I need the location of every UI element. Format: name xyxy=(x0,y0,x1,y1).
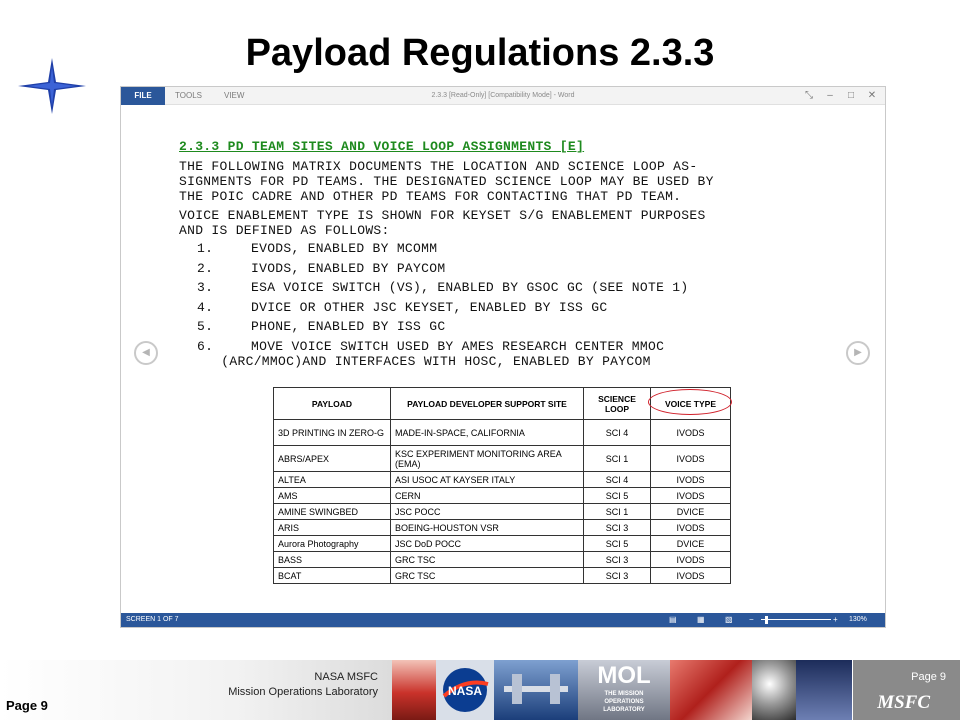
cell-support-site: JSC DoD POCC xyxy=(391,536,584,552)
maximize-icon[interactable]: □ xyxy=(847,90,855,101)
cell-payload: ARIS xyxy=(274,520,391,536)
cell-support-site: CERN xyxy=(391,488,584,504)
menu-file[interactable]: FILE xyxy=(121,87,165,105)
cell-payload: BASS xyxy=(274,552,391,568)
cell-payload: Aurora Photography xyxy=(274,536,391,552)
table-row xyxy=(274,520,731,536)
cell-voice-type: IVODS xyxy=(651,520,731,536)
next-screen-button[interactable] xyxy=(846,341,870,365)
header-science-loop: SCIENCE LOOP xyxy=(584,388,651,420)
svg-text:NASA: NASA xyxy=(447,684,483,698)
cell-science-loop: SCI 4 xyxy=(584,472,651,488)
payload-table-container xyxy=(273,387,731,584)
nasa-logo-tile xyxy=(436,660,494,720)
print-layout-icon[interactable]: ▦ xyxy=(697,615,705,624)
footer-organization xyxy=(150,670,378,700)
table-row xyxy=(274,488,731,504)
enablement-paragraph: VOICE ENABLEMENT TYPE IS SHOWN FOR KEYSET S/G ENABLEMENT PURPOSES AND IS DEFINED AS FOLLOWS: xyxy=(179,208,706,238)
list-item: 3. ESA VOICE SWITCH (VS), ENABLED BY GSOC GC (SEE NOTE 1) xyxy=(197,280,689,295)
mol-logo-tile xyxy=(578,660,670,720)
footer-org-line1: NASA MSFC xyxy=(314,671,378,683)
table-row xyxy=(274,446,731,472)
cell-support-site: BOEING-HOUSTON VSR xyxy=(391,520,584,536)
header-payload: PAYLOAD xyxy=(274,388,391,420)
cell-payload: AMINE SWINGBED xyxy=(274,504,391,520)
table-row xyxy=(274,552,731,568)
footer-page-number-left: Page 9 xyxy=(6,698,48,713)
cell-voice-type: IVODS xyxy=(651,552,731,568)
menu-tools[interactable]: TOOLS xyxy=(175,91,202,100)
cell-voice-type: IVODS xyxy=(651,446,731,472)
moon-image xyxy=(752,660,796,720)
read-mode-icon[interactable]: ▤ xyxy=(669,615,677,624)
control-room-image xyxy=(670,660,752,720)
cell-support-site: ASI USOC AT KAYSER ITALY xyxy=(391,472,584,488)
table-row xyxy=(274,536,731,552)
nasa-meatball-icon xyxy=(436,660,494,720)
web-layout-icon[interactable]: ▧ xyxy=(725,615,733,624)
voice-type-highlight-circle xyxy=(648,389,732,415)
cell-science-loop: SCI 4 xyxy=(584,420,651,446)
cell-voice-type: IVODS xyxy=(651,420,731,446)
word-window xyxy=(120,86,886,628)
chevron-right-icon: ▶ xyxy=(854,347,862,358)
footer-page-number-right: Page 9 xyxy=(911,671,946,683)
payload-table xyxy=(273,387,731,584)
status-bar xyxy=(121,613,885,627)
section-heading: 2.3.3 PD TEAM SITES AND VOICE LOOP ASSIGNMENTS [E] xyxy=(179,139,585,154)
cell-payload: BCAT xyxy=(274,568,391,584)
cell-science-loop: SCI 1 xyxy=(584,504,651,520)
list-item: 5. PHONE, ENABLED BY ISS GC xyxy=(197,319,446,334)
cell-science-loop: SCI 5 xyxy=(584,536,651,552)
slide-footer xyxy=(0,660,960,720)
zoom-level[interactable]: 130% xyxy=(849,616,867,623)
cell-voice-type: IVODS xyxy=(651,488,731,504)
cell-support-site: MADE-IN-SPACE, CALIFORNIA xyxy=(391,420,584,446)
chevron-left-icon: ◀ xyxy=(142,347,150,358)
ribbon xyxy=(121,87,885,105)
footer-right-panel xyxy=(853,660,960,720)
header-voice-type: VOICE TYPE xyxy=(651,388,731,420)
zoom-slider-thumb[interactable] xyxy=(765,616,768,624)
menu-view[interactable]: VIEW xyxy=(224,91,245,100)
list-item: 4. DVICE OR OTHER JSC KEYSET, ENABLED BY ISS GC xyxy=(197,300,608,315)
cell-support-site: JSC POCC xyxy=(391,504,584,520)
mol-logo-text: MOL xyxy=(597,662,651,689)
cell-science-loop: SCI 3 xyxy=(584,520,651,536)
cell-science-loop: SCI 1 xyxy=(584,446,651,472)
zoom-in-icon[interactable]: + xyxy=(833,615,838,624)
screen-counter: SCREEN 1 OF 7 xyxy=(126,616,179,623)
slide-title: Payload Regulations 2.3.3 xyxy=(245,32,715,74)
previous-screen-button[interactable] xyxy=(134,341,158,365)
cell-payload: AMS xyxy=(274,488,391,504)
msfc-logo-text: MSFC xyxy=(877,692,930,713)
list-item: 6. MOVE VOICE SWITCH USED BY AMES RESEARCH CENTER MMOC (ARC/MMOC)AND INTERFACES WITH HOSC, ENABLED BY PAYCOM xyxy=(197,339,665,369)
station-icon xyxy=(494,660,578,720)
table-row xyxy=(274,472,731,488)
cell-voice-type: DVICE xyxy=(651,504,731,520)
intro-paragraph: THE FOLLOWING MATRIX DOCUMENTS THE LOCATION AND SCIENCE LOOP AS- SIGNMENTS FOR PD TEAMS. THE DESIGNATED SCIENCE LOOP MAY BE USED BY THE POIC CADRE AND OTHER PD TEAMS FOR CONTACTING THAT PD TEAM. xyxy=(179,159,714,204)
cell-payload: ALTEA xyxy=(274,472,391,488)
list-item: 1. EVODS, ENABLED BY MCOMM xyxy=(197,241,438,256)
window-title: 2.3.3 [Read-Only] [Compatibility Mode] - Word xyxy=(431,92,575,99)
cell-support-site: GRC TSC xyxy=(391,568,584,584)
footer-org-line2: Mission Operations Laboratory xyxy=(228,686,378,698)
zoom-out-icon[interactable]: − xyxy=(749,615,754,624)
cell-support-site: KSC EXPERIMENT MONITORING AREA (EMA) xyxy=(391,446,584,472)
cell-payload: 3D PRINTING IN ZERO-G xyxy=(274,420,391,446)
table-body xyxy=(274,420,731,584)
table-row xyxy=(274,568,731,584)
cell-science-loop: SCI 3 xyxy=(584,552,651,568)
rocket-launch-image xyxy=(392,660,436,720)
fullscreen-icon[interactable]: ⤡ xyxy=(805,90,813,101)
cell-payload: ABRS/APEX xyxy=(274,446,391,472)
cell-voice-type: IVODS xyxy=(651,568,731,584)
zoom-slider[interactable] xyxy=(761,619,831,620)
table-row xyxy=(274,504,731,520)
table-row xyxy=(274,420,731,446)
cell-voice-type: IVODS xyxy=(651,472,731,488)
space-station-image xyxy=(494,660,578,720)
footer-image-band xyxy=(392,660,852,720)
satellite-image xyxy=(796,660,852,720)
cell-support-site: GRC TSC xyxy=(391,552,584,568)
close-icon[interactable]: ✕ xyxy=(867,90,877,101)
header-support-site: PAYLOAD DEVELOPER SUPPORT SITE xyxy=(391,388,584,420)
minimize-icon[interactable]: – xyxy=(827,90,833,101)
list-item: 2. IVODS, ENABLED BY PAYCOM xyxy=(197,261,446,276)
cell-science-loop: SCI 5 xyxy=(584,488,651,504)
cell-voice-type: DVICE xyxy=(651,536,731,552)
mol-subtitle: THE MISSION OPERATIONS LABORATORY xyxy=(603,691,645,713)
cell-science-loop: SCI 3 xyxy=(584,568,651,584)
